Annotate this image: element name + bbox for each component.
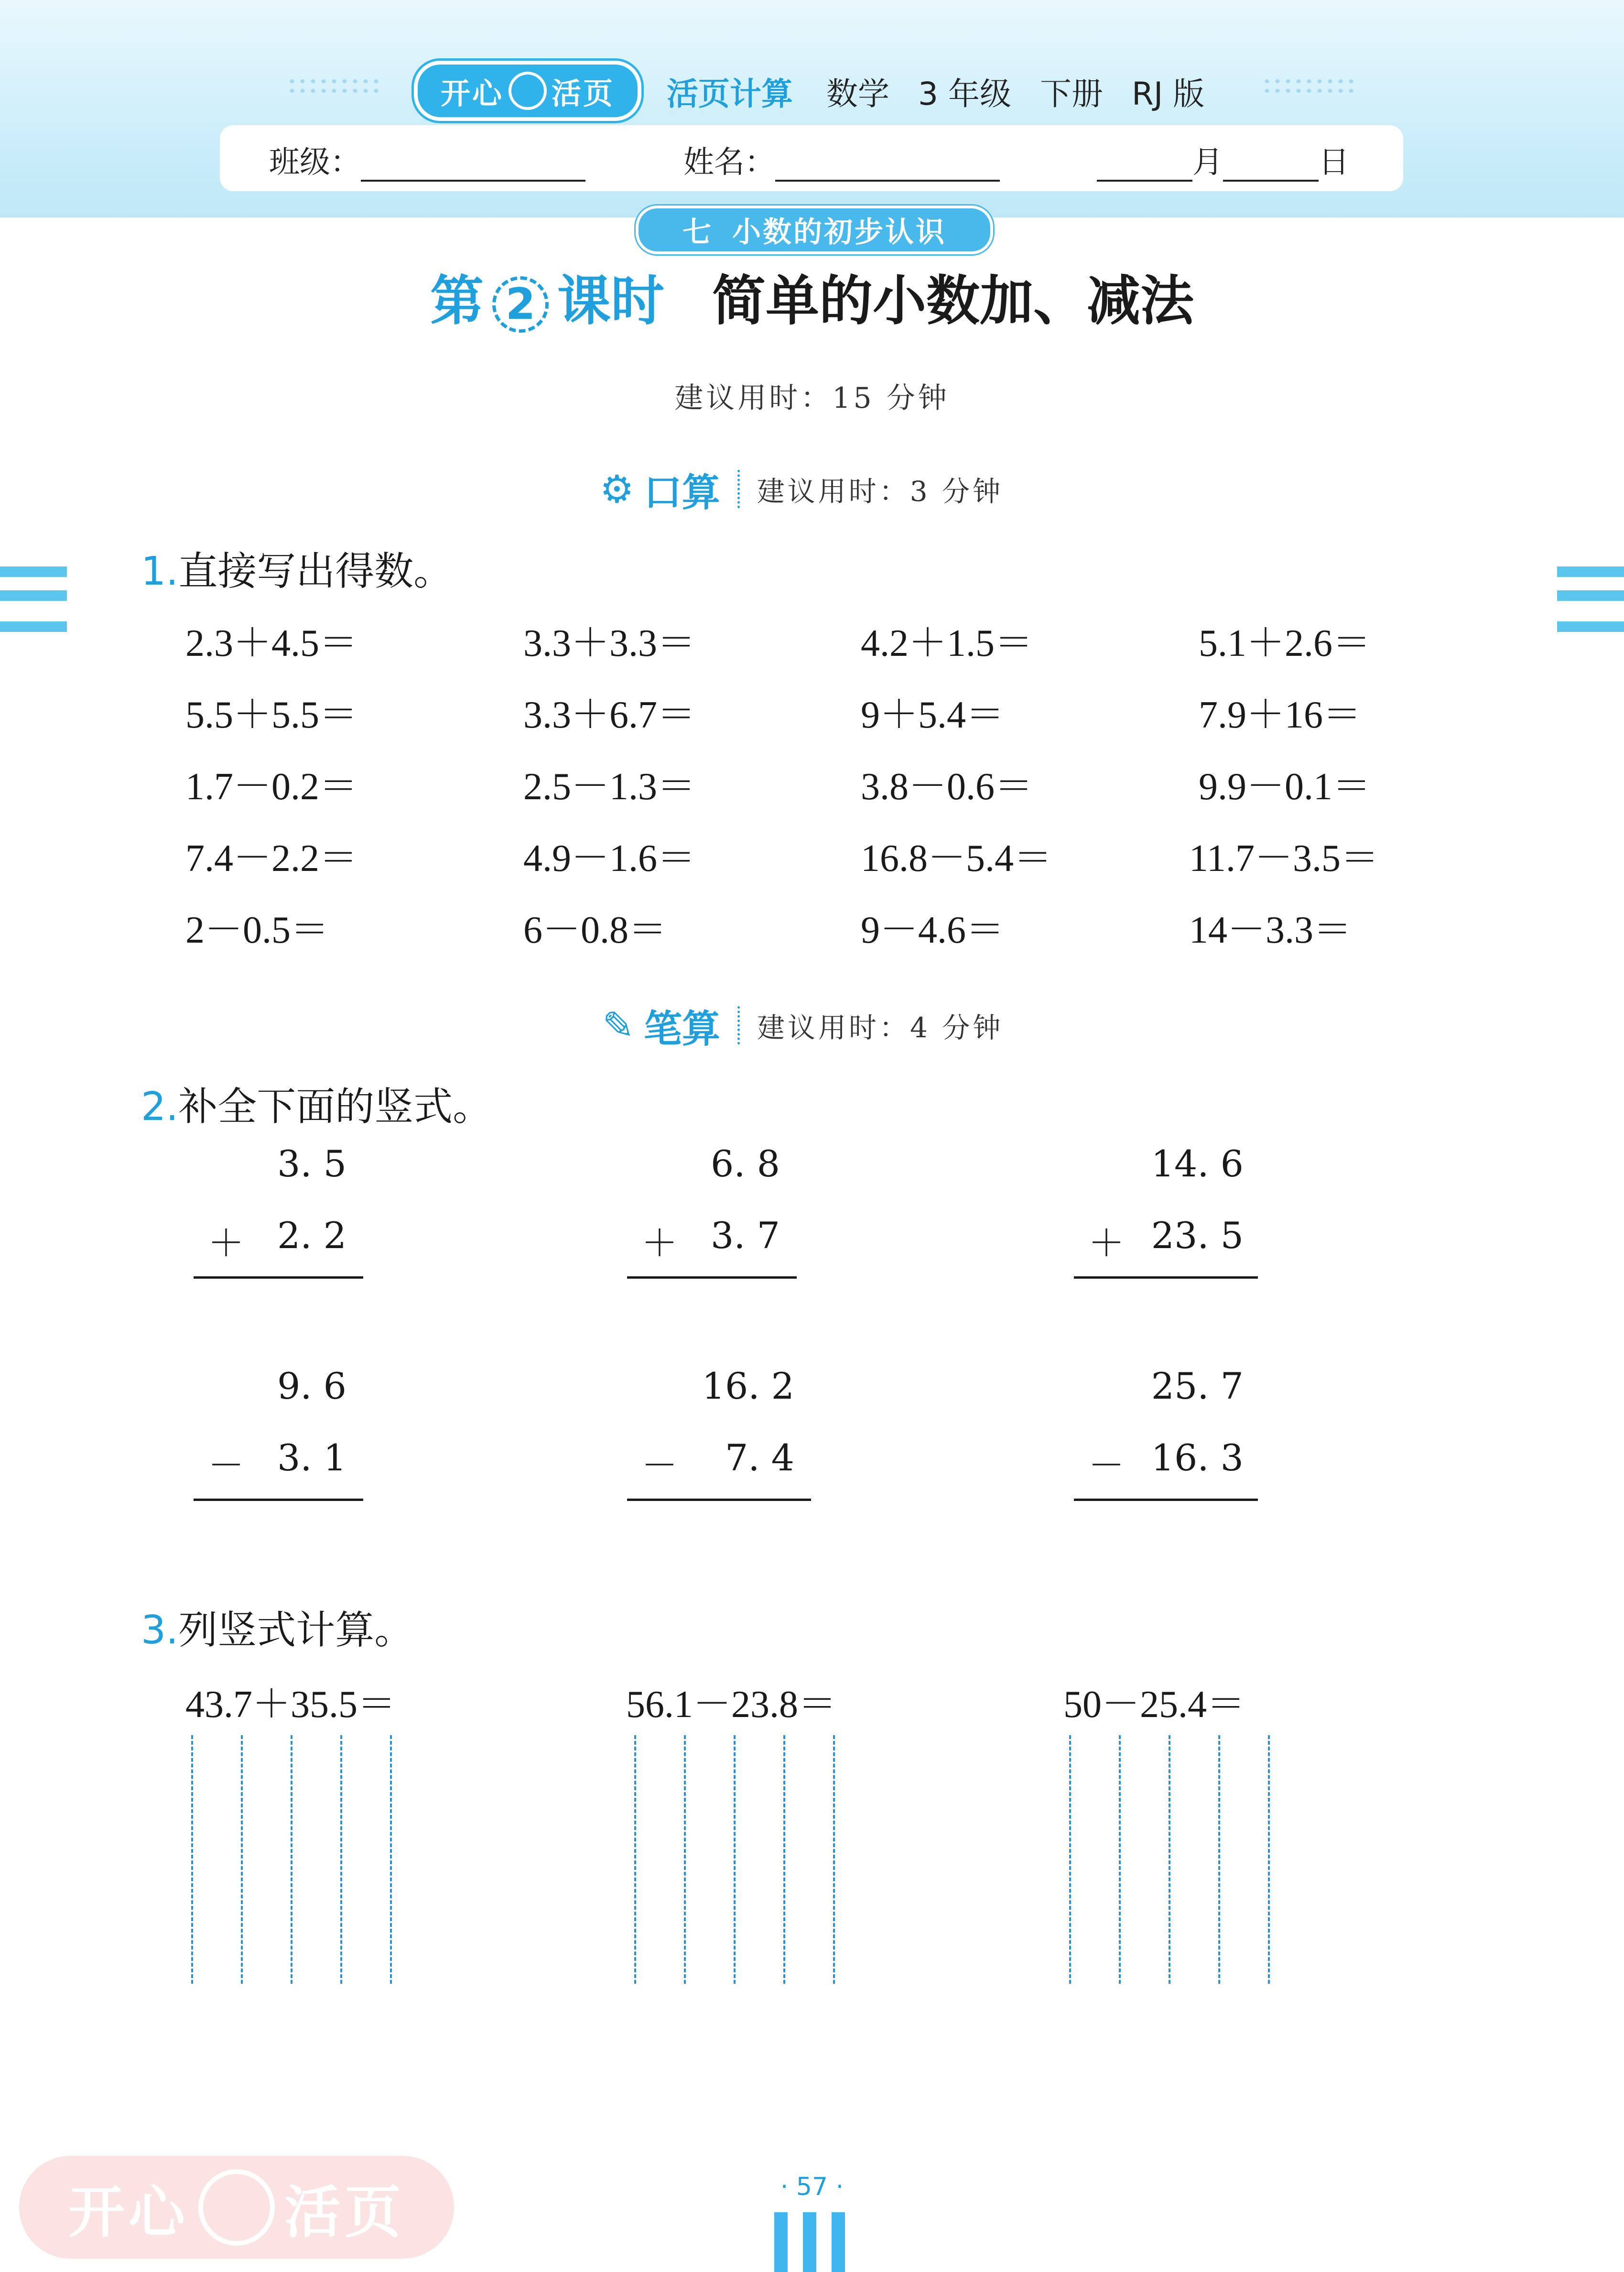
brand-logo bbox=[414, 61, 641, 121]
work-guide-line bbox=[1268, 1735, 1270, 1984]
lesson-prefix: 第 bbox=[430, 270, 484, 332]
month-blank[interactable] bbox=[1097, 151, 1192, 182]
work-guide-line bbox=[684, 1735, 686, 1984]
lesson-suffix: 课时 bbox=[557, 270, 664, 332]
work-guide-line bbox=[1218, 1735, 1220, 1984]
side-tab-left-3 bbox=[0, 621, 67, 632]
q1-item: 7.9＋16＝ bbox=[1199, 694, 1361, 736]
q3-title bbox=[141, 1599, 413, 1655]
logo-text-left: 开心 bbox=[440, 76, 504, 111]
work-guide-line bbox=[241, 1735, 243, 1984]
work-guide-line bbox=[1119, 1735, 1121, 1984]
q2-number: 2. bbox=[141, 1084, 179, 1130]
work-guide-line bbox=[1069, 1735, 1071, 1984]
wrench-gear-icon: ⚙ bbox=[600, 467, 634, 511]
vertical-rule bbox=[627, 1276, 797, 1279]
watermark-logo bbox=[19, 2156, 454, 2259]
vertical-bottom: 3. 7 bbox=[710, 1214, 780, 1257]
q1-item: 5.5＋5.5＝ bbox=[185, 694, 357, 736]
oral-label: 口算 bbox=[643, 470, 720, 515]
q1-item: 2－0.5＝ bbox=[185, 909, 329, 951]
name-blank[interactable] bbox=[775, 151, 1000, 182]
vertical-top: 25. 7 bbox=[1151, 1365, 1244, 1407]
q1-item: 9－4.6＝ bbox=[861, 909, 1004, 951]
name-field bbox=[683, 138, 1000, 182]
q1-item: 11.7－3.5＝ bbox=[1189, 837, 1379, 880]
watermark-text-right: 活页 bbox=[284, 2179, 405, 2245]
class-field bbox=[269, 138, 585, 182]
q1-item: 3.3＋3.3＝ bbox=[523, 622, 695, 664]
month-label: 月 bbox=[1192, 145, 1223, 180]
q1-title bbox=[141, 540, 453, 596]
day-label: 日 bbox=[1319, 145, 1349, 180]
q3-item: 43.7＋35.5＝ bbox=[185, 1684, 396, 1726]
vertical-rule bbox=[1074, 1276, 1258, 1279]
work-guide-line bbox=[833, 1735, 835, 1984]
date-field bbox=[1097, 138, 1349, 182]
q1-number: 1. bbox=[141, 549, 179, 594]
vertical-problem bbox=[194, 1142, 366, 1286]
q1-text: 直接写出得数。 bbox=[178, 549, 453, 594]
class-blank[interactable] bbox=[361, 151, 585, 182]
q3-text: 列竖式计算。 bbox=[178, 1608, 414, 1653]
vertical-rule bbox=[1074, 1499, 1258, 1501]
vertical-bottom: 2. 2 bbox=[277, 1214, 346, 1257]
work-guide-line bbox=[1169, 1735, 1170, 1984]
q1-item: 3.8－0.6＝ bbox=[861, 766, 1033, 808]
vertical-bottom: 3. 1 bbox=[277, 1436, 346, 1479]
q1-item: 7.4－2.2＝ bbox=[185, 837, 357, 880]
vertical-problem bbox=[194, 1365, 366, 1508]
q1-item: 3.3＋6.7＝ bbox=[523, 694, 695, 736]
page-bar-1 bbox=[774, 2212, 788, 2272]
q1-item: 4.2＋1.5＝ bbox=[861, 622, 1033, 664]
vertical-problem bbox=[1074, 1142, 1260, 1286]
vertical-problem bbox=[1074, 1365, 1260, 1508]
vertical-problem bbox=[627, 1365, 813, 1508]
q2-text: 补全下面的竖式。 bbox=[178, 1084, 492, 1130]
volume: 下册 bbox=[1039, 75, 1103, 112]
name-label: 姓名： bbox=[683, 145, 775, 180]
q1-item: 2.5－1.3＝ bbox=[523, 766, 695, 808]
q1-item: 6－0.8＝ bbox=[523, 909, 667, 951]
page-number: · 57 · bbox=[780, 2173, 844, 2201]
q1-item: 16.8－5.4＝ bbox=[861, 837, 1052, 880]
oral-time: 建议用时：3 分钟 bbox=[757, 475, 1004, 508]
vertical-operator: ＋ bbox=[208, 1222, 244, 1264]
q1-item: 2.3＋4.5＝ bbox=[185, 622, 357, 664]
written-section-header bbox=[602, 999, 1003, 1052]
q1-item: 4.9－1.6＝ bbox=[523, 837, 695, 880]
vertical-top: 9. 6 bbox=[277, 1365, 346, 1407]
side-tab-left-1 bbox=[0, 566, 67, 577]
q3-item: 50－25.4＝ bbox=[1063, 1684, 1245, 1726]
work-guide-line bbox=[191, 1735, 193, 1984]
logo-emblem-icon bbox=[509, 72, 547, 110]
written-time: 建议用时：4 分钟 bbox=[757, 1011, 1004, 1044]
vertical-bottom: 23. 5 bbox=[1151, 1214, 1244, 1257]
unit-number: 七 bbox=[682, 216, 713, 249]
vertical-operator: － bbox=[641, 1444, 678, 1487]
side-tab-left-2 bbox=[0, 590, 67, 601]
work-guide-line bbox=[734, 1735, 736, 1984]
side-tab-right-1 bbox=[1557, 566, 1624, 577]
vertical-operator: － bbox=[208, 1444, 244, 1487]
vertical-top: 14. 6 bbox=[1151, 1142, 1244, 1185]
q1-item: 14－3.3＝ bbox=[1189, 909, 1352, 951]
vertical-rule bbox=[627, 1499, 811, 1501]
watermark-text-left: 开心 bbox=[68, 2179, 189, 2245]
q3-item: 56.1－23.8＝ bbox=[626, 1684, 836, 1726]
lesson-number: 2 bbox=[492, 276, 549, 333]
vertical-rule bbox=[194, 1276, 363, 1279]
series-name: 活页计算 bbox=[667, 75, 793, 112]
unit-tag bbox=[636, 206, 993, 254]
vertical-top: 3. 5 bbox=[277, 1142, 346, 1185]
vertical-operator: － bbox=[1088, 1444, 1125, 1487]
q1-item: 1.7－0.2＝ bbox=[185, 766, 357, 808]
vertical-problem bbox=[627, 1142, 799, 1286]
header-dots-left bbox=[287, 76, 382, 96]
side-tab-right-2 bbox=[1557, 590, 1624, 601]
vertical-bottom: 16. 3 bbox=[1151, 1436, 1244, 1479]
page-bar-3 bbox=[832, 2212, 845, 2272]
day-blank[interactable] bbox=[1223, 151, 1319, 182]
lesson-title bbox=[0, 258, 1624, 335]
series-line bbox=[667, 65, 1233, 117]
grade: 3 年级 bbox=[918, 75, 1011, 112]
work-guide-line bbox=[634, 1735, 636, 1984]
header-dots-right bbox=[1262, 76, 1357, 96]
q3-number: 3. bbox=[141, 1608, 179, 1653]
pencil-icon: ✎ bbox=[602, 1003, 635, 1048]
suggested-time-total: 建议用时：15 分钟 bbox=[674, 381, 950, 415]
vertical-operator: ＋ bbox=[1088, 1222, 1125, 1264]
class-label: 班级： bbox=[269, 145, 361, 180]
work-guide-line bbox=[783, 1735, 785, 1984]
work-guide-line bbox=[340, 1735, 342, 1984]
vertical-bottom: 7. 4 bbox=[725, 1436, 794, 1479]
vertical-top: 6. 8 bbox=[710, 1142, 780, 1185]
q1-item: 5.1＋2.6＝ bbox=[1199, 622, 1371, 664]
lesson-topic: 简单的小数加、减法 bbox=[712, 270, 1194, 332]
written-label: 笔算 bbox=[644, 1006, 721, 1051]
vertical-top: 16. 2 bbox=[702, 1365, 794, 1407]
q2-title bbox=[141, 1076, 492, 1131]
page-bar-2 bbox=[803, 2212, 816, 2272]
vertical-rule bbox=[194, 1499, 363, 1501]
subject: 数学 bbox=[826, 75, 889, 112]
oral-section-header bbox=[600, 463, 1003, 515]
section-separator bbox=[737, 1006, 740, 1044]
work-guide-line bbox=[390, 1735, 392, 1984]
work-guide-line bbox=[291, 1735, 292, 1984]
logo-text-right: 活页 bbox=[552, 76, 615, 111]
q1-item: 9＋5.4＝ bbox=[861, 694, 1004, 736]
side-tab-right-3 bbox=[1557, 621, 1624, 632]
section-separator bbox=[737, 470, 740, 508]
q1-item: 9.9－0.1＝ bbox=[1199, 766, 1371, 808]
vertical-operator: ＋ bbox=[641, 1222, 678, 1264]
edition: RJ 版 bbox=[1131, 75, 1205, 112]
unit-name: 小数的初步认识 bbox=[732, 216, 946, 249]
